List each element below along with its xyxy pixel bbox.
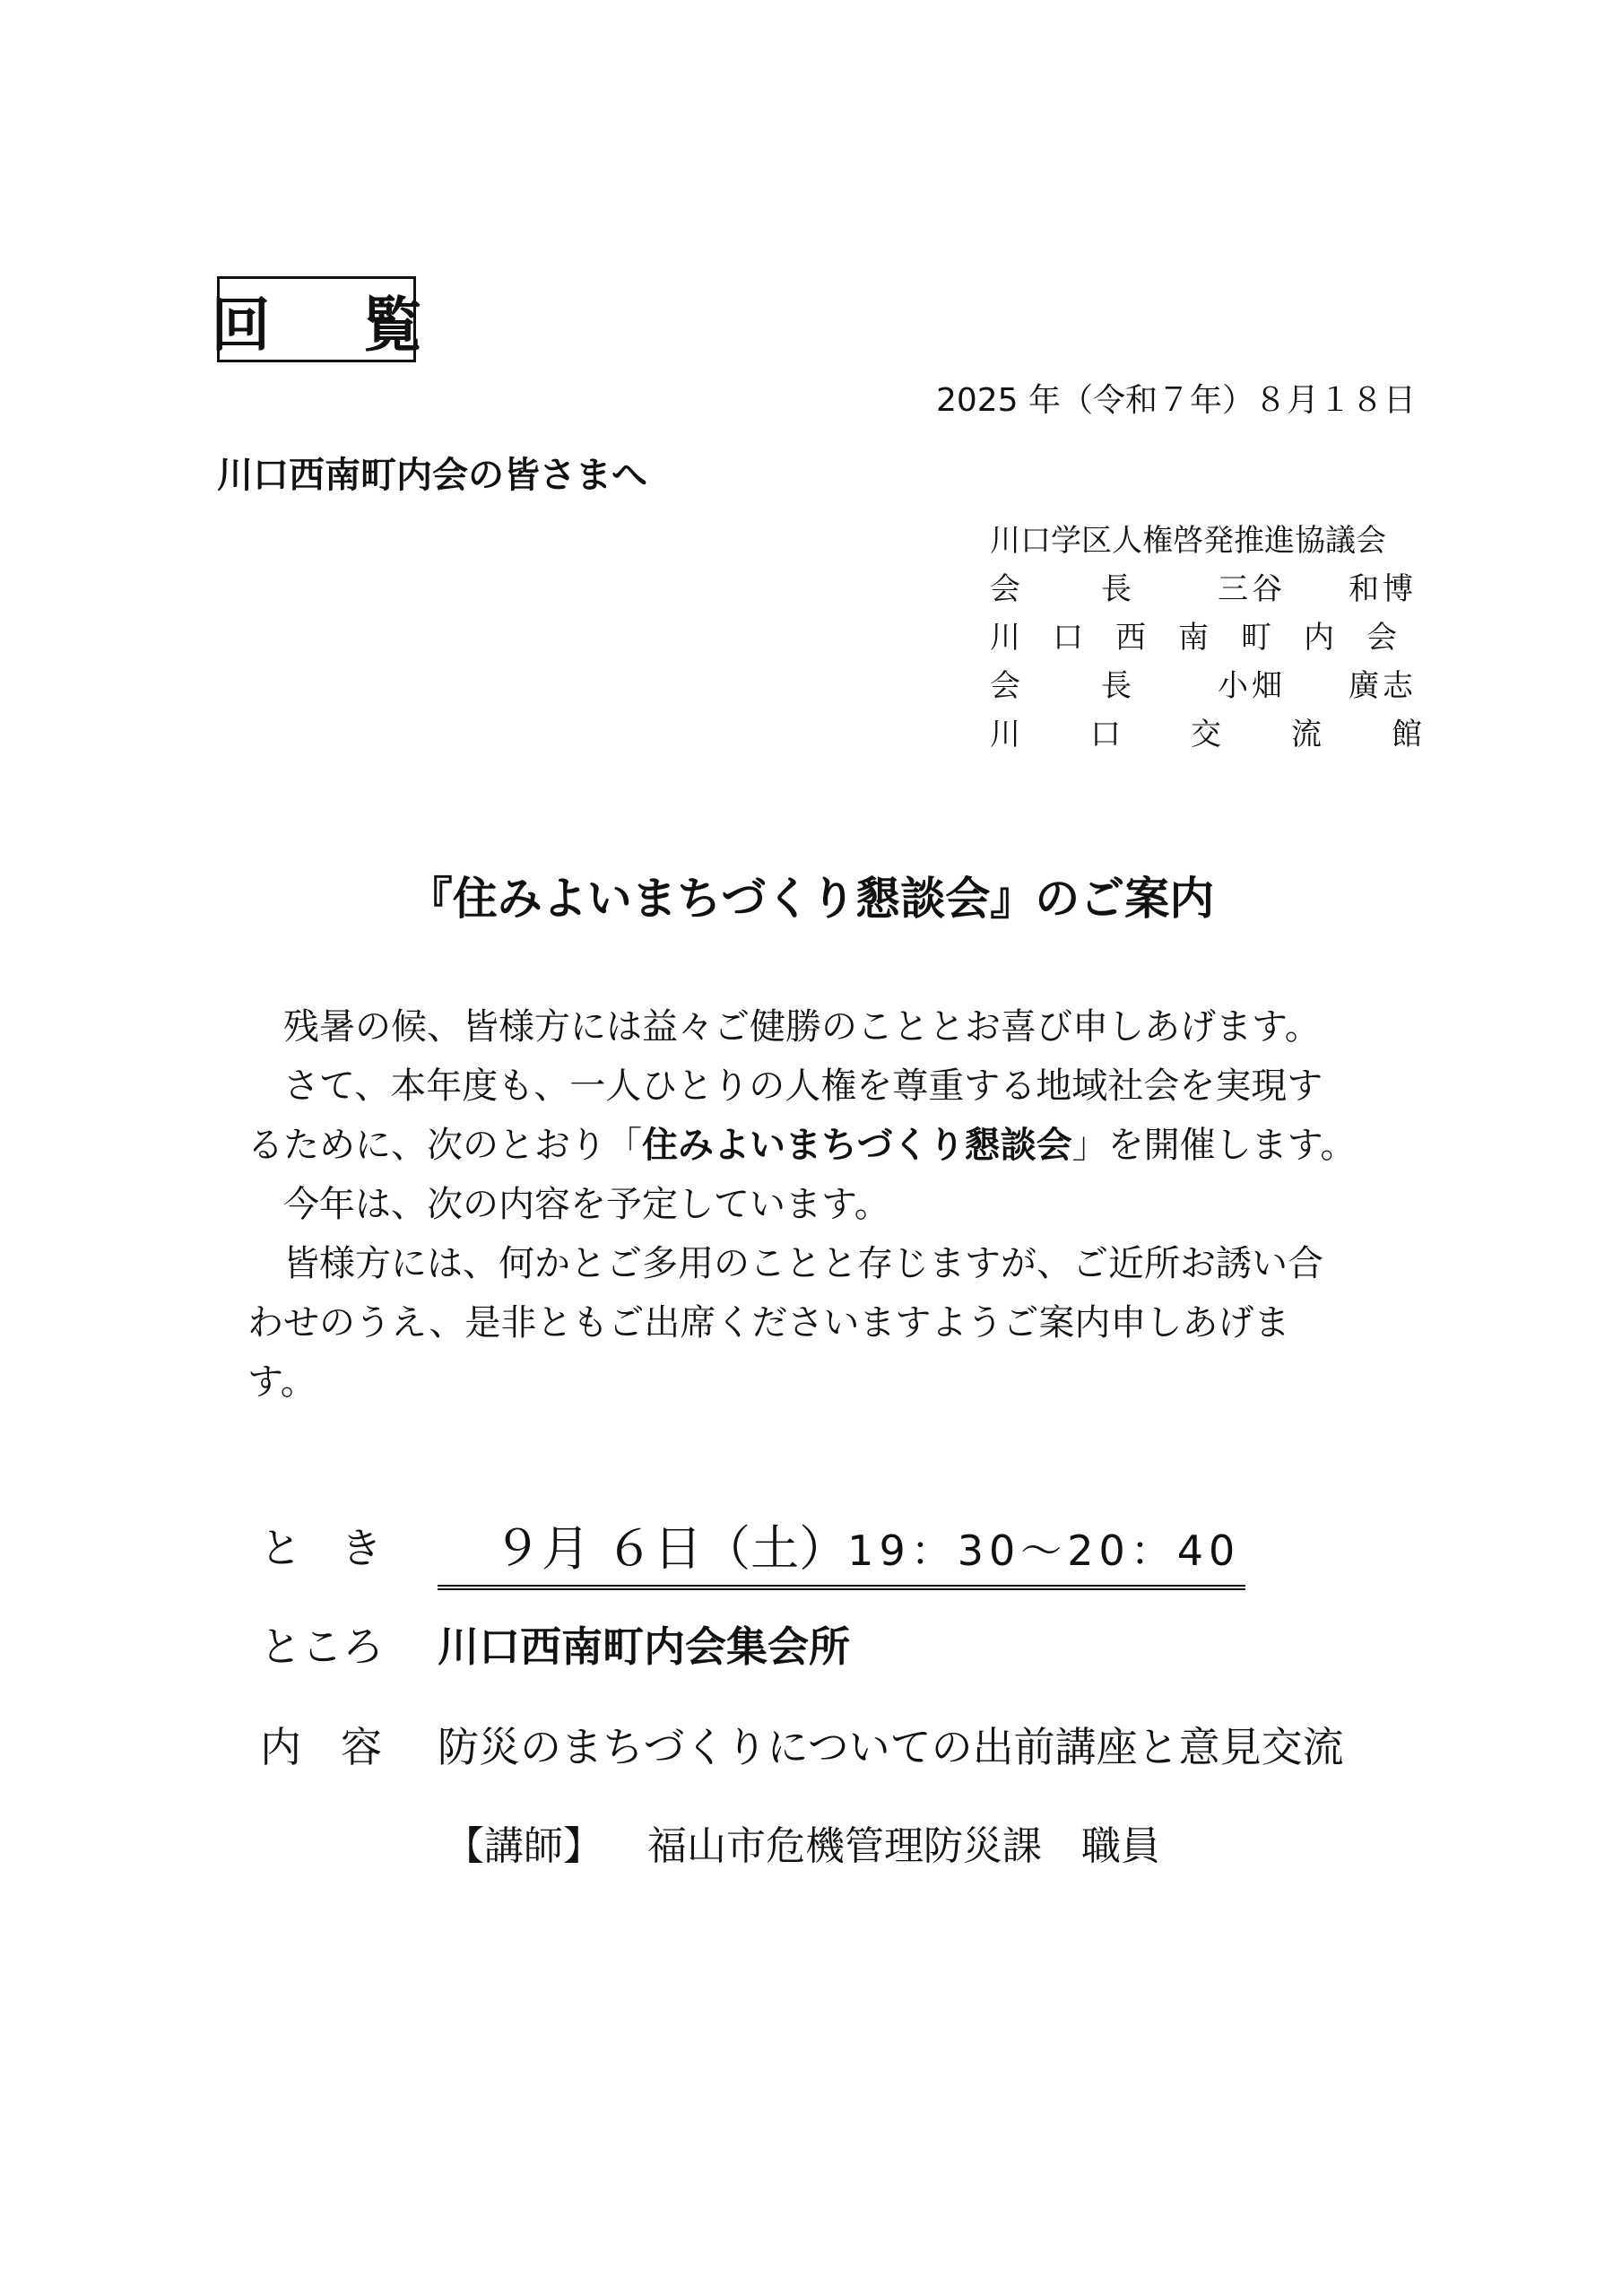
- purpose-pre: るために、次のとおり「: [247, 1125, 642, 1166]
- issuer-block: [990, 517, 1492, 759]
- issuer-family-2: 小畑: [1218, 668, 1286, 704]
- when-value: [438, 1510, 1245, 1590]
- body-text: [247, 997, 1413, 1412]
- page-title: 『住みよいまちづくり懇談会』のご案内: [407, 873, 1215, 925]
- paragraph-purpose-line1: さて、本年度も、一人ひとりの人権を尊重する地域社会を実現す: [283, 1065, 1323, 1107]
- issuer-given-1: 和博: [1349, 571, 1417, 607]
- document-date: 2025 年（令和７年）８月１８日: [935, 382, 1416, 419]
- issuer-org-2-text: 川口西南町内会: [990, 620, 1429, 656]
- paragraph-plan: 今年は、次の内容を予定しています。: [283, 1184, 890, 1225]
- paragraph-purpose-line2: [247, 1116, 1413, 1175]
- content-value: 防災のまちづくりについての出前講座と意見交流: [438, 1723, 1344, 1771]
- issuer-org-3: [990, 710, 1492, 759]
- content-label: 内容: [260, 1723, 421, 1771]
- issuer-org-2: [990, 613, 1429, 662]
- when-date: ９月 ６日（土）: [493, 1520, 848, 1577]
- paragraph-invite-line3: す。: [247, 1361, 317, 1403]
- where-value: 川口西南町内会集会所: [438, 1622, 850, 1671]
- issuer-given-2: 廣志: [1349, 668, 1417, 704]
- issuer-role-1: 会 長: [990, 571, 1157, 607]
- where-label: ところ: [260, 1622, 384, 1671]
- issuer-family-1: 三谷: [1218, 571, 1286, 607]
- when-time: 19：30～20：40: [847, 1526, 1241, 1575]
- paragraph-invite-line1: 皆様方には、何かとご多用のことと存じますが、ご近所お誘い合: [283, 1243, 1323, 1284]
- issuer-org-1-text: 川口学区人権啓発推進協議会: [990, 523, 1386, 559]
- issuer-name-2: [990, 662, 1417, 710]
- issuer-name-1: [990, 565, 1417, 613]
- issuer-org-3-text: 川口交流館: [990, 717, 1492, 752]
- paragraph-greeting: 残暑の候、皆様方には益々ご健勝のこととお喜び申しあげます。: [283, 1006, 1321, 1048]
- event-name-bold: 住みよいまちづくり懇談会: [642, 1125, 1072, 1166]
- issuer-org-1: [990, 517, 1417, 565]
- lecturer-label: 【講師】: [445, 1823, 603, 1869]
- stamp-text: 回 覧: [211, 290, 458, 360]
- purpose-post: 」を開催します。: [1071, 1125, 1357, 1166]
- lecturer-value: 福山市危機管理防災課 職員: [647, 1823, 1160, 1869]
- addressee: 川口西南町内会の皆さまへ: [217, 455, 647, 496]
- when-label: とき: [260, 1524, 421, 1572]
- issuer-role-2: 会 長: [990, 668, 1157, 704]
- paragraph-invite-line2: わせのうえ、是非ともご出席くださいますようご案内申しあげま: [247, 1302, 1290, 1344]
- kairan-stamp: [211, 276, 458, 362]
